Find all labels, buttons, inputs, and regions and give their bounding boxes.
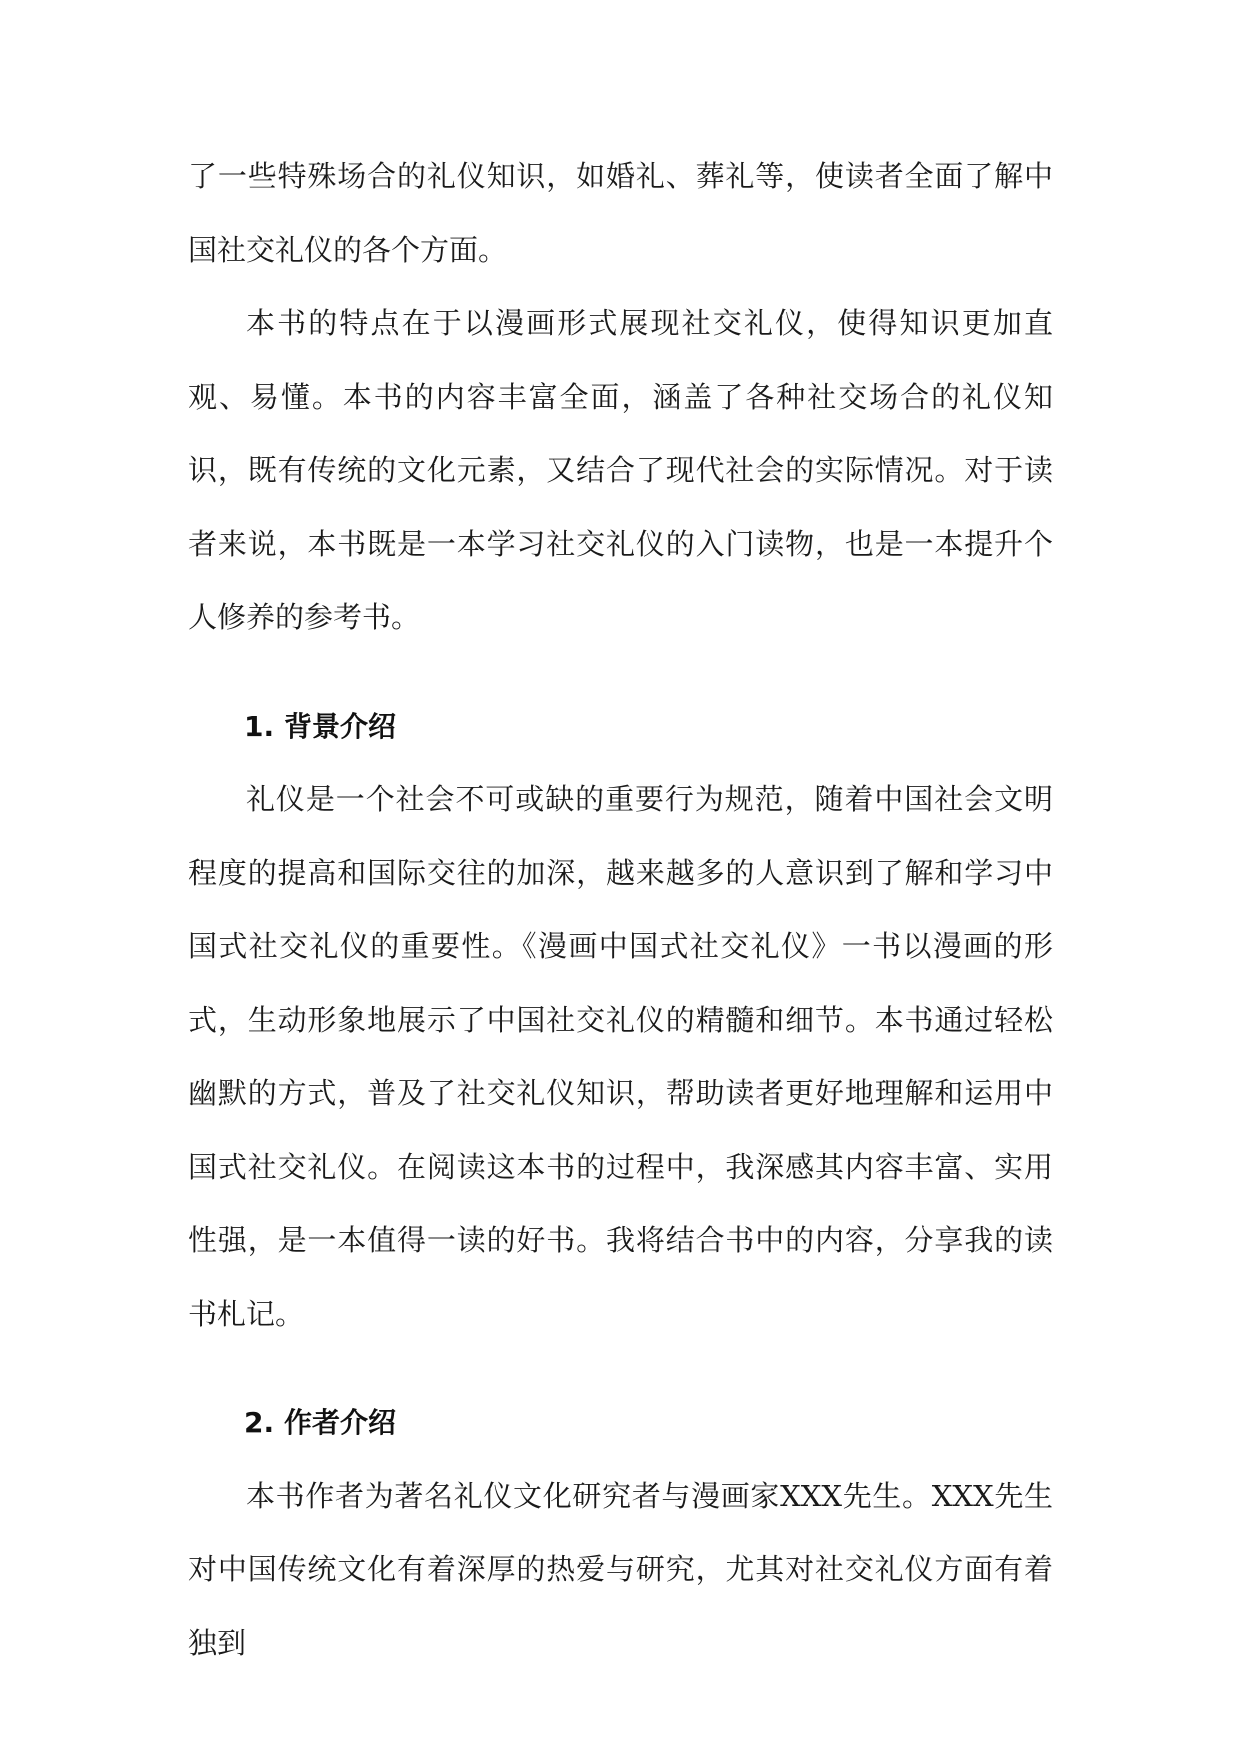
section-heading-author [188,1386,1053,1460]
section-title: 作者介绍 [284,1406,397,1439]
section-heading-background [188,690,1053,764]
continued-paragraph: 了一些特殊场合的礼仪知识，如婚礼、葬礼等，使读者全面了解中国社交礼仪的各个方面。 [188,159,1053,267]
section-title: 背景介绍 [284,709,397,743]
document-body [188,140,1053,1680]
background-paragraph: 礼仪是一个社会不可或缺的重要行为规范，随着中国社会文明程度的提高和国际交往的加深，越来越多的人意识到了解和学习中国式社交礼仪的重要性。《漫画中国式社交礼仪》一书以漫画的形式，生动形象地展示了中国社交礼仪的精髓和细节。本书通过轻松幽默的方式，普及了社交礼仪知识，帮助读者更好地理解和运用中国式社交礼仪。在阅读这本书的过程中，我深感其内容丰富、实用性强，是一本值得一读的好书。我将结合书中的内容，分享我的读书札记。 [188,782,1053,1331]
book-features-paragraph: 本书的特点在于以漫画形式展现社交礼仪，使得知识更加直观、易懂。本书的内容丰富全面，涵盖了各种社交场合的礼仪知识，既有传统的文化元素，又结合了现代社会的实际情况。对于读者来说，本书既是一本学习社交礼仪的入门读物，也是一本提升个人修养的参考书。 [188,306,1053,634]
spacer [188,655,1053,690]
section-number: 1. [244,709,275,743]
author-paragraph: 本书作者为著名礼仪文化研究者与漫画家XXX先生。XXX先生对中国传统文化有着深厚的热爱与研究，尤其对社交礼仪方面有着独到 [188,1478,1053,1660]
spacer [188,1351,1053,1386]
section-number: 2. [244,1406,275,1439]
